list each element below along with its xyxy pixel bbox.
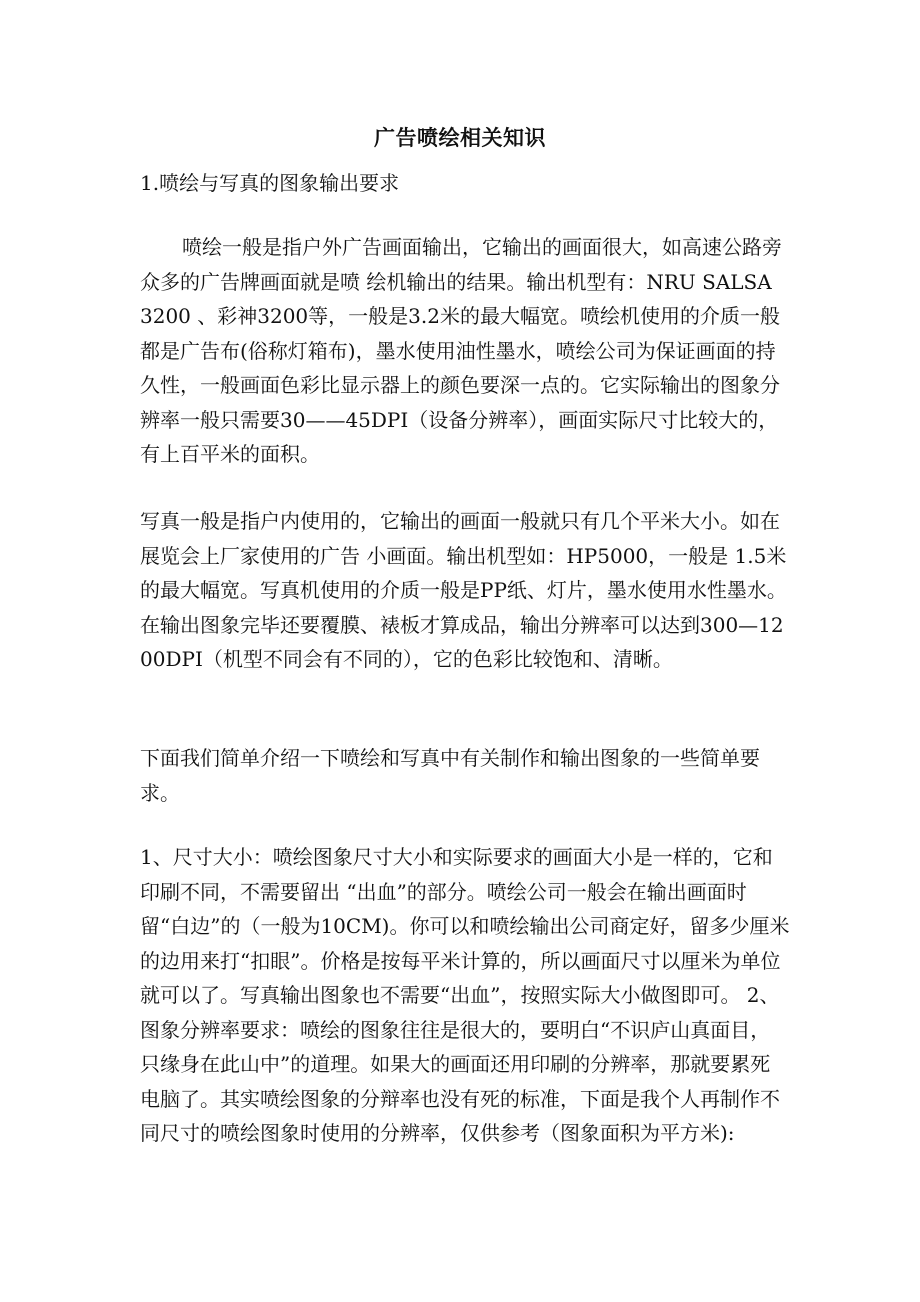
paragraph-penhui: 喷绘一般是指户外广告画面输出，它输出的画面很大，如高速公路旁众多的广告牌画面就是喷 绘机输出的结果。输出机型有：NRU SALSA 3200 、彩神3200等，一般是3.2米的最大幅宽。喷绘机使用的介质一般都是广告布(俗称灯箱布)，墨水使用油性墨水，喷绘公司为保证画面的持久性，一般画面色彩比显示器上的颜色要深一点的。它实际输出的图象分辨率一般只需要30——45DPI（设备分辨率），画面实际尺寸比较大的，有上百平米的面积。: [140, 235, 782, 466]
paragraph-requirements: 1、尺寸大小：喷绘图象尺寸大小和实际要求的画面大小是一样的，它和印刷不同，不需要留出 “出血”的部分。喷绘公司一般会在输出画面时留“白边”的（一般为10CM)。你可以和喷绘输出公司商定好，留多少厘米的边用来打“扣眼”。价格是按每平米计算的，所以画面尺寸以厘米为单位就可以了。写真输出图象也不需要“出血”，按照实际大小做图即可。 2、图象分辨率要求：喷绘的图象往往是很大的，要明白“不识庐山真面目，只缘身在此山中”的道理。如果大的画面还用印刷的分辨率，那就要累死电脑了。其实喷绘图象的分辩率也没有死的标准，下面是我个人再制作不同尺寸的喷绘图象时使用的分辨率，仅供参考（图象面积为平方米):: [140, 845, 790, 1145]
paragraph-intro: 下面我们简单介绍一下喷绘和写真中有关制作和输出图象的一些简单要求。: [140, 746, 760, 805]
section-heading: 1.喷绘与写真的图象输出要求: [140, 171, 400, 195]
document-title: 广告喷绘相关知识: [374, 125, 546, 150]
paragraph-xiezhen: 写真一般是指户内使用的，它输出的画面一般就只有几个平米大小。如在展览会上厂家使用的广告 小画面。输出机型如：HP5000，一般是 1.5米的最大幅宽。写真机使用的介质一般是PP纸、灯片，墨水使用水性墨水。在输出图象完毕还要覆膜、裱板才算成品，输出分辨率可以达到300—1200DPI（机型不同会有不同的），它的色彩比较饱和、清晰。: [140, 509, 787, 671]
